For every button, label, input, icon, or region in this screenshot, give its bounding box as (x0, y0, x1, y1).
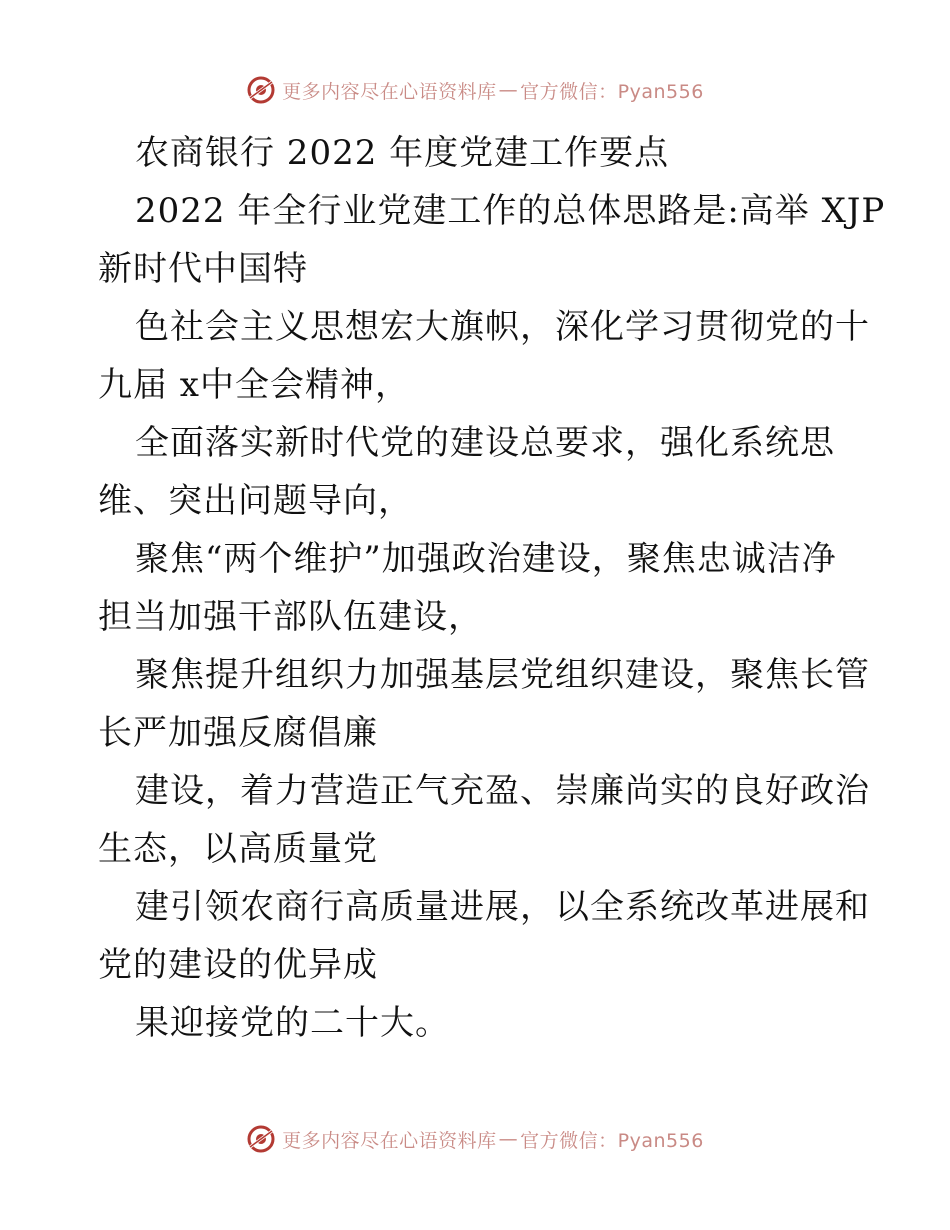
paragraph-line: 生态，以高质量党 (98, 829, 378, 869)
footer-watermark (0, 1119, 950, 1159)
paragraph-line: 长严加强反腐倡廉 (98, 713, 378, 753)
paragraph-line: 新时代中国特 (98, 249, 308, 289)
paragraph-line: 聚焦“两个维护”加强政治建设，聚焦忠诚洁净 (135, 539, 837, 579)
paragraph-line: 色社会主义思想宏大旗帜，深化学习贯彻党的十 (135, 307, 870, 347)
watermark-site-text: 更多内容尽在心语资料库 (282, 80, 497, 103)
paragraph-line: 建引领农商行高质量进展，以全系统改革进展和 (135, 887, 870, 927)
document-title: 农商银行 2022 年度党建工作要点 (135, 133, 670, 173)
paragraph-line: 果迎接党的二十大。 (135, 1003, 450, 1043)
watermark-contact-text: 官方微信：Pyan556 (520, 80, 704, 103)
watermark-separator: — (498, 1128, 519, 1150)
watermark-separator: — (498, 79, 519, 101)
paragraph-line: 担当加强干部队伍建设， (98, 597, 483, 637)
paragraph-line: 九届 x中全会精神， (98, 365, 410, 405)
paragraph-line: 2022 年全行业党建工作的总体思路是:高举 XJP (135, 191, 886, 231)
paragraph-line: 全面落实新时代党的建设总要求，强化系统思 (135, 423, 835, 463)
brand-logo-icon (246, 1124, 276, 1154)
paragraph-line: 建设，着力营造正气充盈、崇廉尚实的良好政治 (135, 771, 870, 811)
paragraph-line: 聚焦提升组织力加强基层党组织建设，聚焦长管 (135, 655, 870, 695)
watermark-contact-text: 官方微信：Pyan556 (520, 1129, 704, 1152)
watermark-site-text: 更多内容尽在心语资料库 (282, 1129, 497, 1152)
paragraph-line: 党的建设的优异成 (98, 945, 378, 985)
brand-logo-icon (246, 75, 276, 105)
header-watermark (0, 70, 950, 110)
paragraph-line: 维、突出问题导向， (98, 481, 413, 521)
document-body (98, 124, 886, 1052)
